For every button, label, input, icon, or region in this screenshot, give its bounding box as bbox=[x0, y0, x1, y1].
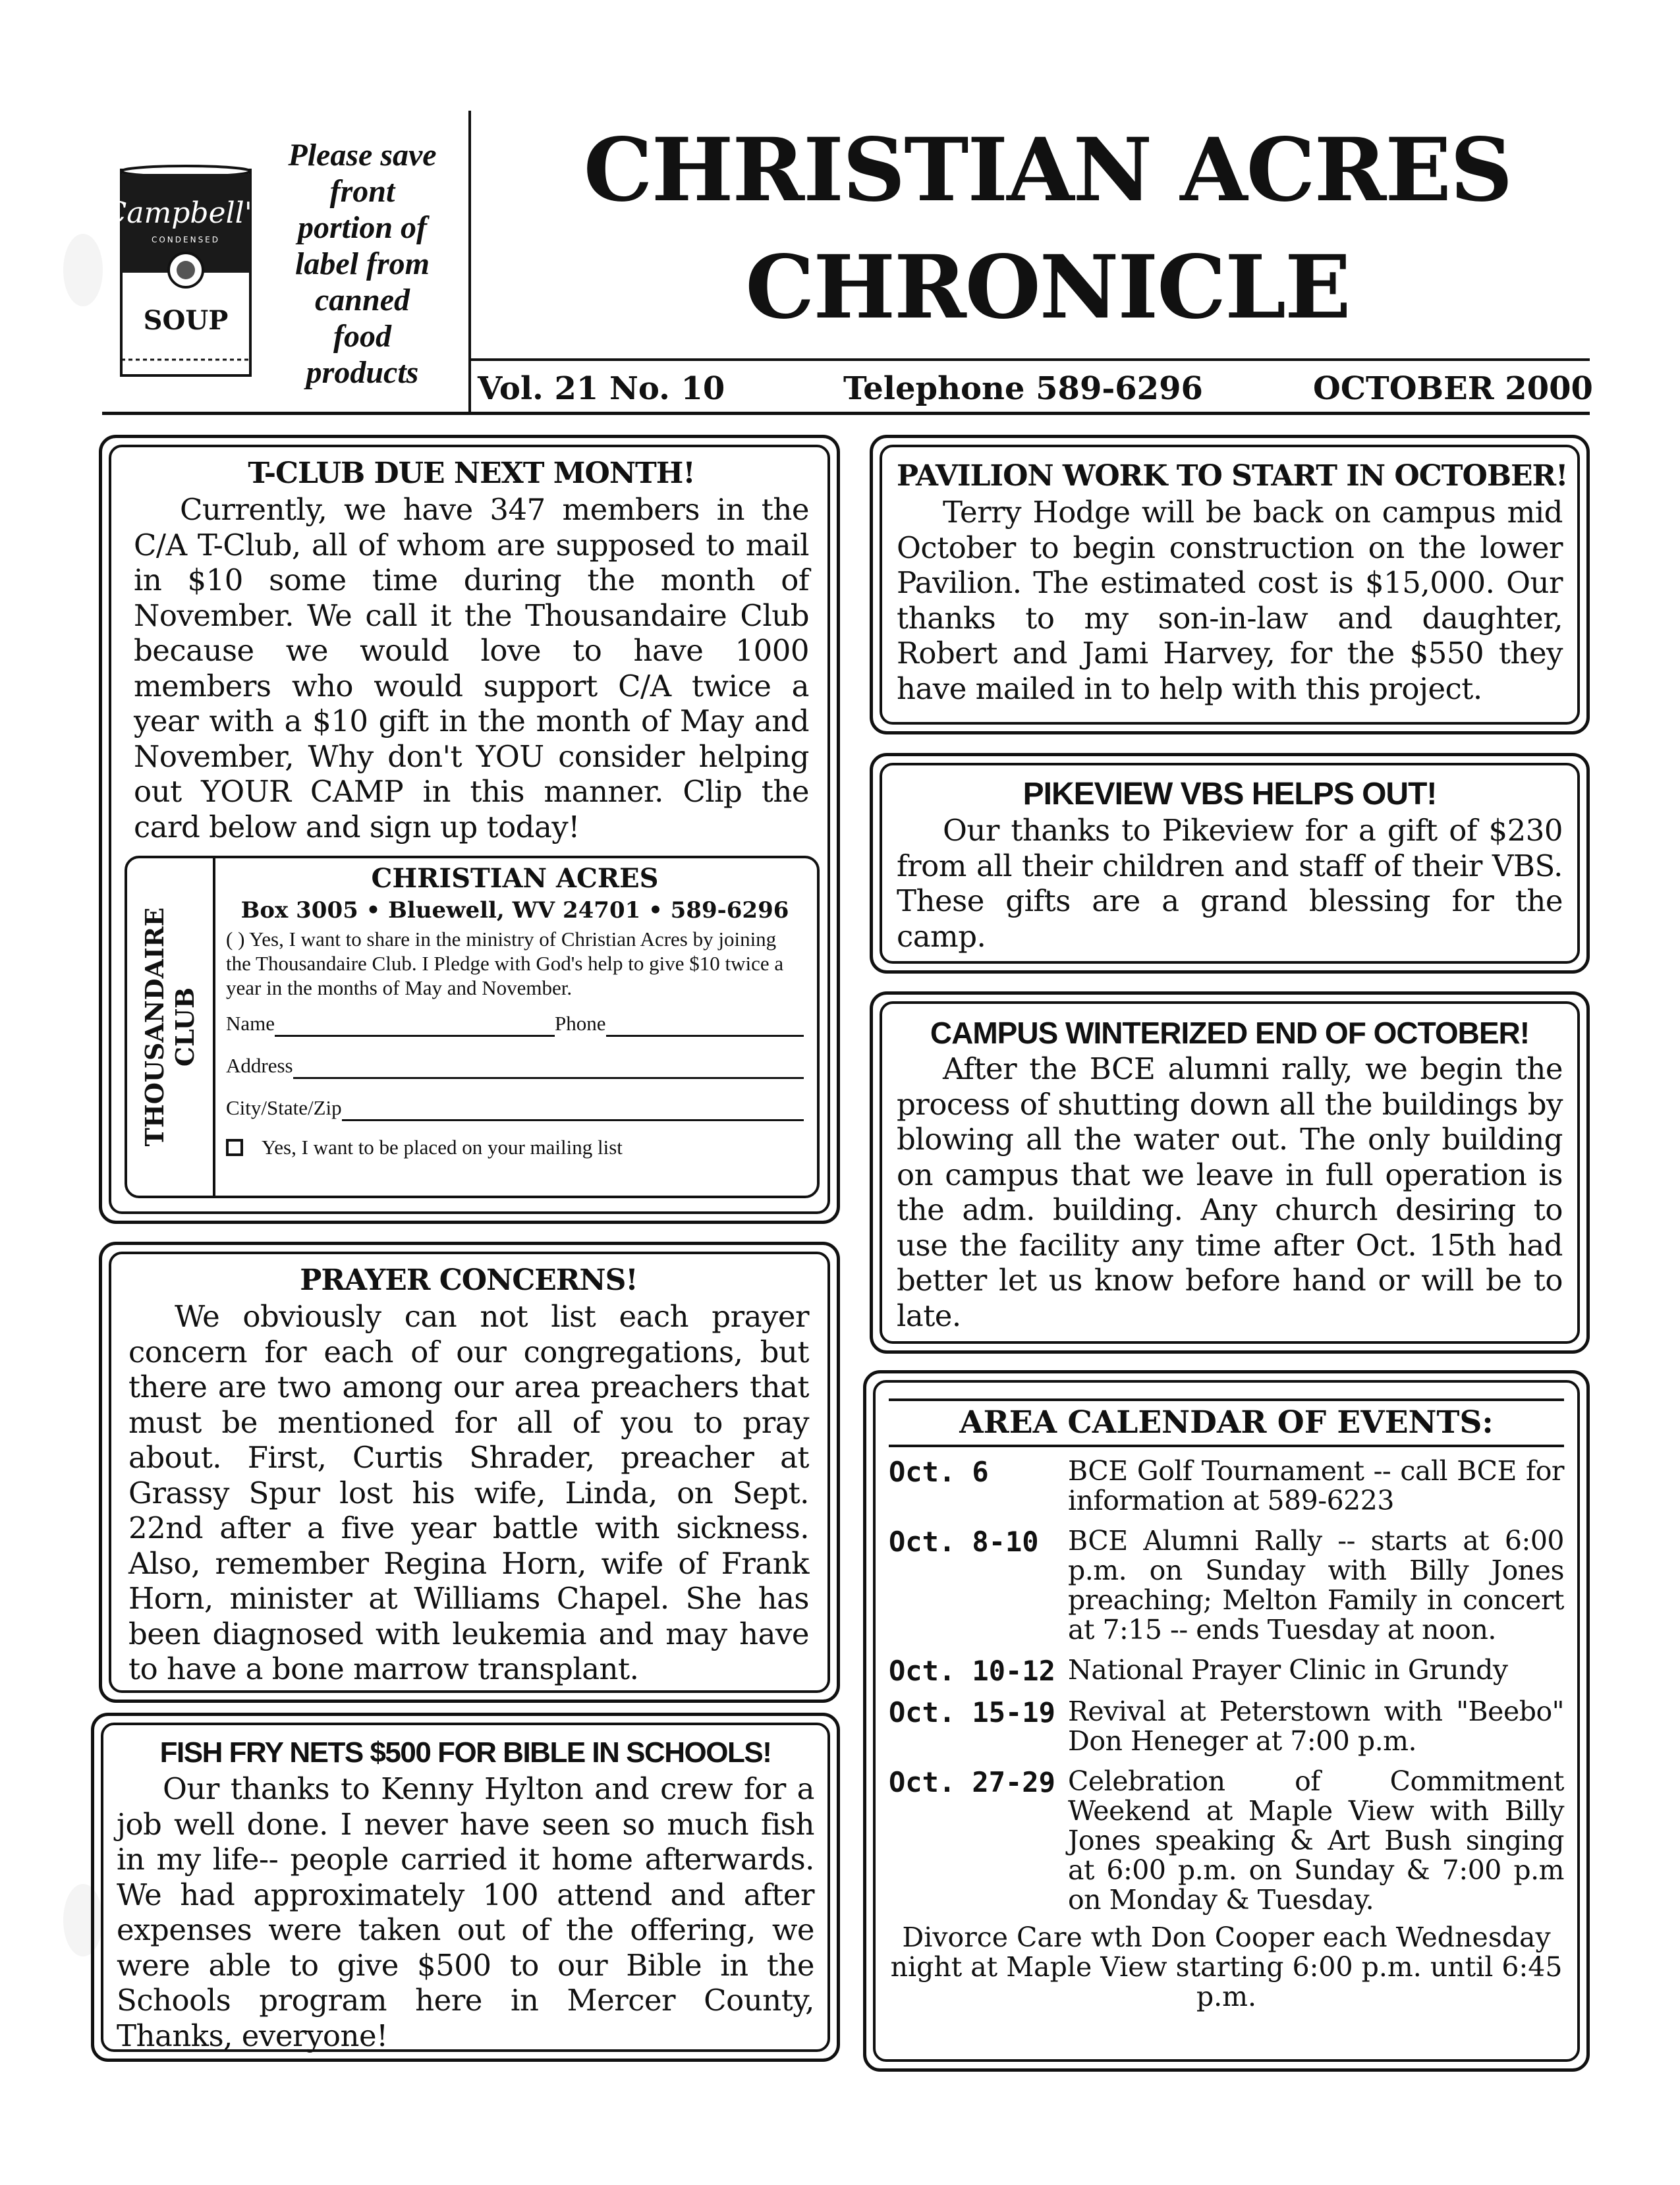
card-org-name: CHRISTIAN ACRES bbox=[371, 863, 659, 894]
calendar-rule-bottom bbox=[889, 1445, 1564, 1447]
pikeview-heading: PIKEVIEW VBS HELPS OUT! bbox=[1022, 777, 1437, 812]
event-date: Oct. 10-12 bbox=[889, 1655, 1055, 1687]
phone-field[interactable] bbox=[606, 1016, 804, 1037]
name-field[interactable] bbox=[275, 1016, 555, 1037]
can-brand-text: Campbell's bbox=[104, 196, 267, 230]
calendar-heading: AREA CALENDAR OF EVENTS: bbox=[959, 1404, 1494, 1441]
fishfry-body: Our thanks to Kenny Hylton and crew for a job well done. I never have seen so much fish in my life-- people carried it home afterwards. We had approximately 100 attend and after expenses were taken out of the offering, we were able to give $500 to our Bible in the Schools program here in Mercer County, Thanks, everyone! bbox=[117, 1771, 814, 2053]
save-note-line: front bbox=[329, 174, 395, 209]
volume-number: Vol. 21 No. 10 bbox=[478, 370, 725, 407]
card-side-line-1: THOUSANDAIRE bbox=[140, 907, 169, 1147]
campus-heading: CAMPUS WINTERIZED END OF OCTOBER! bbox=[930, 1016, 1530, 1050]
thousandaire-card bbox=[125, 856, 820, 1198]
calendar-event bbox=[889, 1456, 1564, 1516]
event-description: BCE Golf Tournament -- call BCE for information at 589-6223 bbox=[1068, 1455, 1564, 1516]
city-row bbox=[226, 1095, 804, 1121]
mailing-row bbox=[226, 1134, 804, 1161]
issue-date: OCTOBER 2000 bbox=[1313, 370, 1593, 407]
pavilion-box bbox=[870, 435, 1590, 734]
tclub-body: Currently, we have 347 members in the C/A T-Club, all of whom are supposed to mail in $10 some time during the month of November. We call it the Thousandaire Club because we would love to have 1000 members who would support C/A twice a year with a $10 gift in the month of May and November, Why don't YOU consider helping out YOUR CAMP in this manner. Clip the card below and sign up today! bbox=[134, 492, 809, 844]
masthead-title bbox=[501, 112, 1594, 346]
prayer-body: We obviously can not list each prayer concern for each of our congregations, but there are two among our area preachers that must be mentioned for all of you to pray about. First, Curtis Shrader, preacher at Grassy Spur lost his wife, Linda, on Sept. 22nd after a five year battle with sickness. Also, remember Regina Horn, wife of Frank Horn, minister at Williams Chapel. She has been diagnosed with leukemia and may have to have a bone marrow transplant. bbox=[128, 1299, 809, 1686]
card-side-label bbox=[127, 858, 215, 1196]
event-description: Celebration of Commitment Weekend at Maple View with Billy Jones speaking & Art Bush singing at 6:00 p.m. on Sunday & 7:00 p.m on Monday & Tuesday. bbox=[1068, 1765, 1564, 1916]
mailing-list-label: Yes, I want to be placed on your mailing list bbox=[262, 1136, 623, 1159]
mailing-list-checkbox[interactable] bbox=[226, 1139, 243, 1156]
fishfry-heading: FISH FRY NETS $500 FOR BIBLE IN SCHOOLS! bbox=[159, 1736, 771, 1769]
soup-can-icon bbox=[104, 165, 267, 382]
event-date: Oct. 8-10 bbox=[889, 1526, 1039, 1558]
save-note-line: portion of bbox=[297, 210, 428, 245]
save-note-line: label from bbox=[295, 246, 430, 281]
address-field[interactable] bbox=[293, 1059, 804, 1079]
save-note-line: Please save bbox=[288, 138, 437, 173]
header-divider bbox=[468, 111, 471, 412]
city-field[interactable] bbox=[342, 1101, 804, 1121]
calendar-event bbox=[889, 1767, 1564, 1915]
can-label-text: SOUP bbox=[143, 305, 229, 336]
pikeview-body: Our thanks to Pikeview for a gift of $230 from all their children and staff of their VBS. These gifts are a grand blessing for the camp. bbox=[897, 813, 1563, 954]
name-phone-row bbox=[226, 1010, 804, 1037]
name-label: Name bbox=[226, 1012, 275, 1035]
event-date: Oct. 15-19 bbox=[889, 1696, 1055, 1729]
pikeview-box bbox=[870, 753, 1590, 974]
title-line-1: CHRISTIAN ACRES bbox=[583, 119, 1512, 221]
prayer-box bbox=[99, 1242, 840, 1703]
tclub-box bbox=[99, 435, 840, 1224]
event-description: Revival at Peterstown with "Beebo" Don Heneger at 7:00 p.m. bbox=[1068, 1696, 1564, 1757]
event-date: Oct. 6 bbox=[889, 1456, 989, 1488]
fishfry-box bbox=[91, 1713, 840, 2062]
campus-body: After the BCE alumni rally, we begin the process of shutting down all the buildings by blowing all the water out. The only building on campus that we leave in full operation is the adm. building. Any church desiring to use the facility any time after Oct. 15th had better let us know before hand or will be to late. bbox=[897, 1051, 1563, 1333]
prayer-heading: PRAYER CONCERNS! bbox=[300, 1263, 638, 1297]
address-row bbox=[226, 1053, 804, 1079]
event-date: Oct. 27-29 bbox=[889, 1766, 1055, 1798]
title-line-2: CHRONICLE bbox=[745, 236, 1350, 339]
pavilion-heading: PAVILION WORK TO START IN OCTOBER! bbox=[897, 459, 1568, 493]
calendar-note: Divorce Care wth Don Cooper each Wednesday night at Maple View starting 6:00 p.m. until 6:45 p.m. bbox=[890, 1922, 1563, 2012]
pavilion-body: Terry Hodge will be back on campus mid October to begin construction on the lower Pavilion. The estimated cost is $15,000. Our thanks to my son-in-law and daughter, Robert and Jami Harvey, for the $550 they have mailed in to help with this project. bbox=[897, 495, 1563, 706]
masthead-rule-top bbox=[470, 358, 1590, 361]
calendar-event bbox=[889, 1697, 1564, 1756]
campus-box bbox=[870, 991, 1590, 1354]
card-pledge-text: ( ) Yes, I want to share in the ministry of Christian Acres by joining the Thousandaire Club. I Pledge with God's help to give $10 twice a year in the months of May and November. bbox=[226, 927, 784, 999]
save-note-line: products bbox=[306, 355, 419, 390]
telephone-number: Telephone 589-6296 bbox=[843, 370, 1203, 407]
event-description: National Prayer Clinic in Grundy bbox=[1068, 1654, 1508, 1686]
calendar-box bbox=[863, 1370, 1590, 2072]
calendar-event bbox=[889, 1526, 1564, 1645]
save-note-line: canned bbox=[315, 283, 410, 318]
can-sub-text: CONDENSED bbox=[151, 235, 221, 244]
city-label: City/State/Zip bbox=[226, 1096, 342, 1119]
card-side-line-2: CLUB bbox=[170, 987, 200, 1067]
phone-label: Phone bbox=[555, 1012, 606, 1035]
card-address: Box 3005 • Bluewell, WV 24701 • 589-6296 bbox=[240, 897, 789, 924]
punch-hole-top bbox=[63, 234, 103, 306]
address-label: Address bbox=[226, 1054, 293, 1077]
tclub-heading: T-CLUB DUE NEXT MONTH! bbox=[248, 456, 695, 490]
calendar-event bbox=[889, 1655, 1564, 1686]
masthead-rule-bottom bbox=[102, 412, 1590, 415]
save-note-line: food bbox=[333, 319, 391, 354]
save-label-note bbox=[264, 137, 461, 391]
event-description: BCE Alumni Rally -- starts at 6:00 p.m. on Sunday with Billy Jones preaching; Melton Family in concert at 7:15 -- ends Tuesday at noon. bbox=[1068, 1525, 1564, 1646]
